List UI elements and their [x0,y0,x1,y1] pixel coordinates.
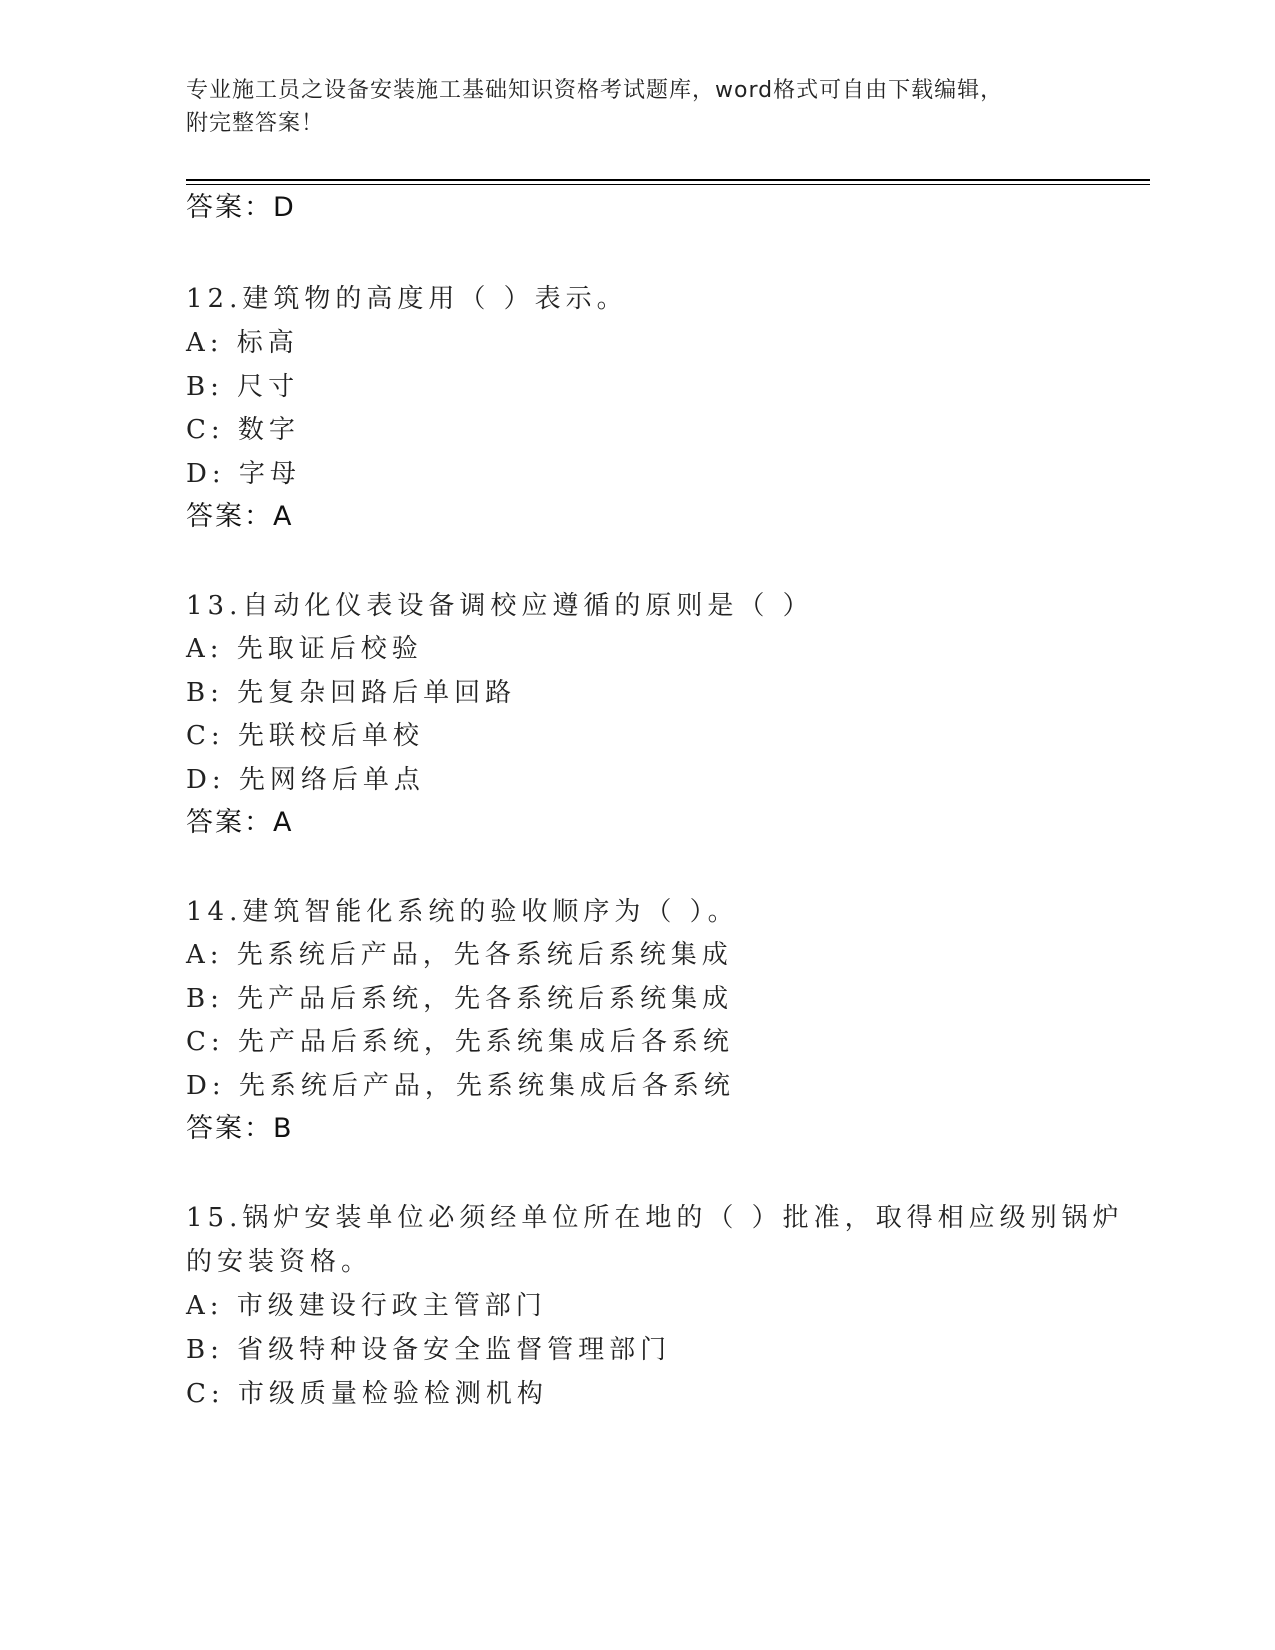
header-line-1: 专业施工员之设备安装施工基础知识资格考试题库，word格式可自由下载编辑， [186,78,1004,103]
question-13-option-b: B: 先复杂回路后单回路 [186,678,517,708]
question-15-stem-line-2: 的安装资格。 [186,1247,373,1277]
question-12-stem: 12.建筑物的高度用（ ）表示。 [186,284,628,314]
document-header [186,74,1066,140]
header-rule-thick [186,179,1150,181]
question-15-option-b: B: 省级特种设备安全监督管理部门 [186,1335,672,1365]
question-15-option-a: A: 市级建设行政主管部门 [186,1291,547,1321]
header-line-2: 附完整答案！ [186,111,325,136]
header-rule-thin [186,184,1150,185]
question-13-option-a: A: 先取证后校验 [186,634,423,664]
question-14-option-b: B: 先产品后系统，先各系统后系统集成 [186,984,734,1014]
question-13-option-d: D: 先网络后单点 [186,765,425,795]
question-13-stem: 13.自动化仪表设备调校应遵循的原则是（ ） [186,591,814,621]
question-12-option-c: C: 数字 [186,415,300,445]
question-15-stem-line-1: 15.锅炉安装单位必须经单位所在地的（ ）批准，取得相应级别锅炉 [186,1203,1124,1233]
question-13-option-c: C: 先联校后单校 [186,721,424,751]
question-14-option-a: A: 先系统后产品，先各系统后系统集成 [186,940,733,970]
question-14-answer: 答案：B [186,1113,294,1144]
question-12-option-a: A: 标高 [186,328,299,358]
question-14-stem: 14.建筑智能化系统的验收顺序为（ ）。 [186,897,739,927]
answer-previous: 答案：D [186,192,296,223]
question-14-option-c: C: 先产品后系统，先系统集成后各系统 [186,1027,734,1057]
question-15-option-c: C: 市级质量检验检测机构 [186,1379,548,1409]
question-12-answer: 答案：A [186,501,294,532]
question-14-option-d: D: 先系统后产品，先系统集成后各系统 [186,1071,735,1101]
question-12-option-d: D: 字母 [186,459,301,489]
question-12-option-b: B: 尺寸 [186,372,300,402]
question-13-answer: 答案：A [186,807,294,838]
